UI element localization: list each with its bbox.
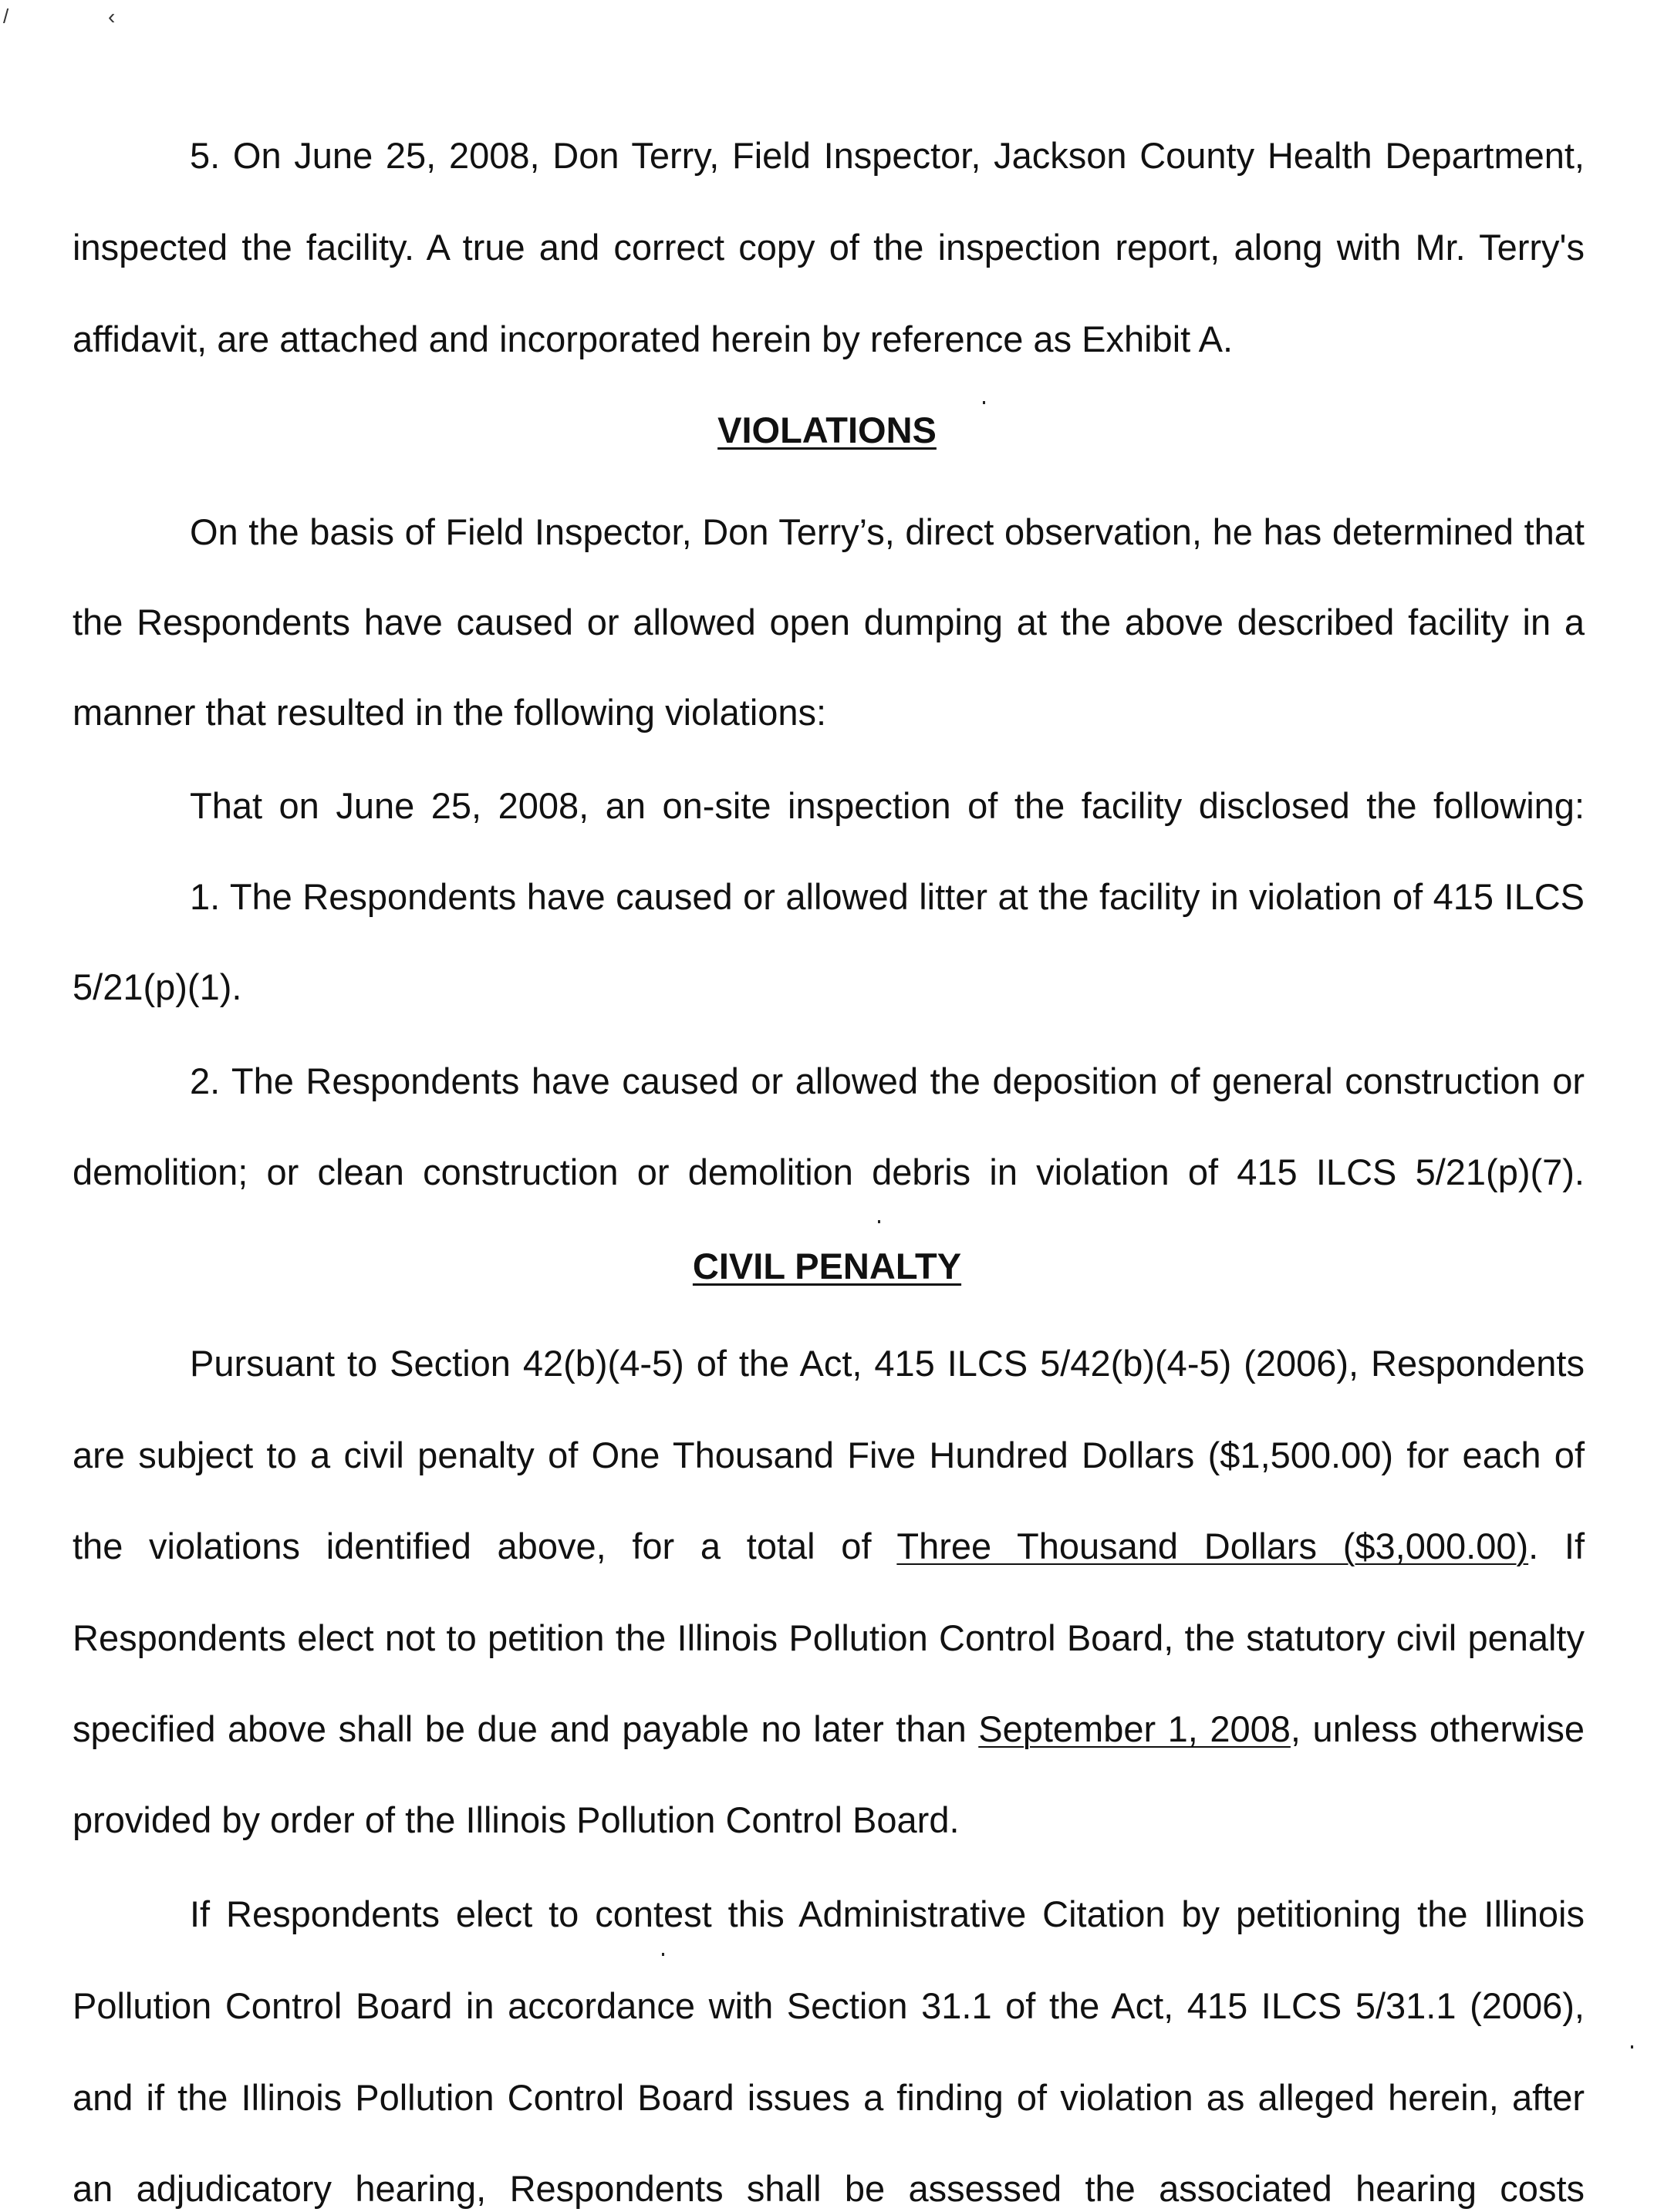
civil-penalty-line-6: provided by order of the Illinois Pollution Control Board.: [73, 1799, 960, 1840]
contest-line-3: and if the Illinois Pollution Control Board issues a finding of violation as alleged herein, after: [73, 2077, 1585, 2118]
violation-item-2-line-1: 2. The Respondents have caused or allowed the deposition of general construction or: [190, 1060, 1585, 1101]
violations-heading-text: VIOLATIONS: [717, 410, 937, 450]
civil-penalty-line-5-suffix: , unless otherwise: [1290, 1708, 1585, 1749]
civil-penalty-line-5: [73, 1706, 1585, 1752]
civil-penalty-line-3-suffix: . If: [1528, 1526, 1585, 1566]
paragraph-5-line-1: 5. On June 25, 2008, Don Terry, Field Inspector, Jackson County Health Department,: [190, 135, 1585, 176]
violations-heading: [0, 407, 1654, 454]
civil-penalty-line-3-prefix: the violations identified above, for a total of: [73, 1526, 897, 1566]
corner-mark-left: /: [3, 5, 9, 28]
civil-penalty-line-2: are subject to a civil penalty of One Thousand Five Hundred Dollars ($1,500.00) for each of: [73, 1435, 1585, 1475]
violation-item-2-line-2: demolition; or clean construction or demolition debris in violation of 415 ILCS 5/21(p)(7).: [73, 1152, 1585, 1192]
contest-line-2: Pollution Control Board in accordance with Section 31.1 of the Act, 415 ILCS 5/31.1 (2006),: [73, 1985, 1585, 2026]
scan-speck: [878, 1220, 880, 1223]
paragraph-5-line-2: inspected the facility. A true and correct copy of the inspection report, along with Mr. Terry's: [73, 227, 1585, 268]
civil-penalty-heading-text: CIVIL PENALTY: [692, 1246, 962, 1286]
contest-line-1: If Respondents elect to contest this Administrative Citation by petitioning the Illinois: [190, 1893, 1585, 1934]
total-penalty-amount: Three Thousand Dollars ($3,000.00): [896, 1526, 1529, 1566]
violation-item-1-line-1: 1. The Respondents have caused or allowed litter at the facility in violation of 415 ILCS: [190, 876, 1585, 917]
contest-line-4: an adjudicatory hearing, Respondents shall be assessed the associated hearing costs: [73, 2168, 1585, 2209]
inspection-line: That on June 25, 2008, an on-site inspection of the facility disclosed the following:: [190, 785, 1585, 826]
scan-speck: [1631, 2045, 1633, 2048]
civil-penalty-line-5-prefix: specified above shall be due and payable no later than: [73, 1708, 979, 1749]
scan-speck: [983, 401, 985, 404]
civil-penalty-line-1: Pursuant to Section 42(b)(4-5) of the Act, 415 ILCS 5/42(b)(4-5) (2006), Respondents: [190, 1343, 1585, 1384]
civil-penalty-line-4: Respondents elect not to petition the Illinois Pollution Control Board, the statutory civil penalty: [73, 1617, 1585, 1658]
civil-penalty-heading: [0, 1243, 1654, 1290]
corner-mark-right: ‹: [108, 5, 116, 29]
violation-item-1-line-2: 5/21(p)(1).: [73, 966, 242, 1007]
violations-intro-line-3: manner that resulted in the following violations:: [73, 692, 827, 733]
paragraph-5-line-3: affidavit, are attached and incorporated herein by reference as Exhibit A.: [73, 319, 1234, 359]
violations-intro-line-1: On the basis of Field Inspector, Don Terry’s, direct observation, he has determined that: [190, 511, 1585, 552]
penalty-due-date: September 1, 2008: [978, 1708, 1291, 1749]
violations-intro-line-2: the Respondents have caused or allowed open dumping at the above described facility in a: [73, 602, 1585, 642]
scan-speck: [662, 1953, 664, 1956]
civil-penalty-line-3: [73, 1523, 1585, 1570]
